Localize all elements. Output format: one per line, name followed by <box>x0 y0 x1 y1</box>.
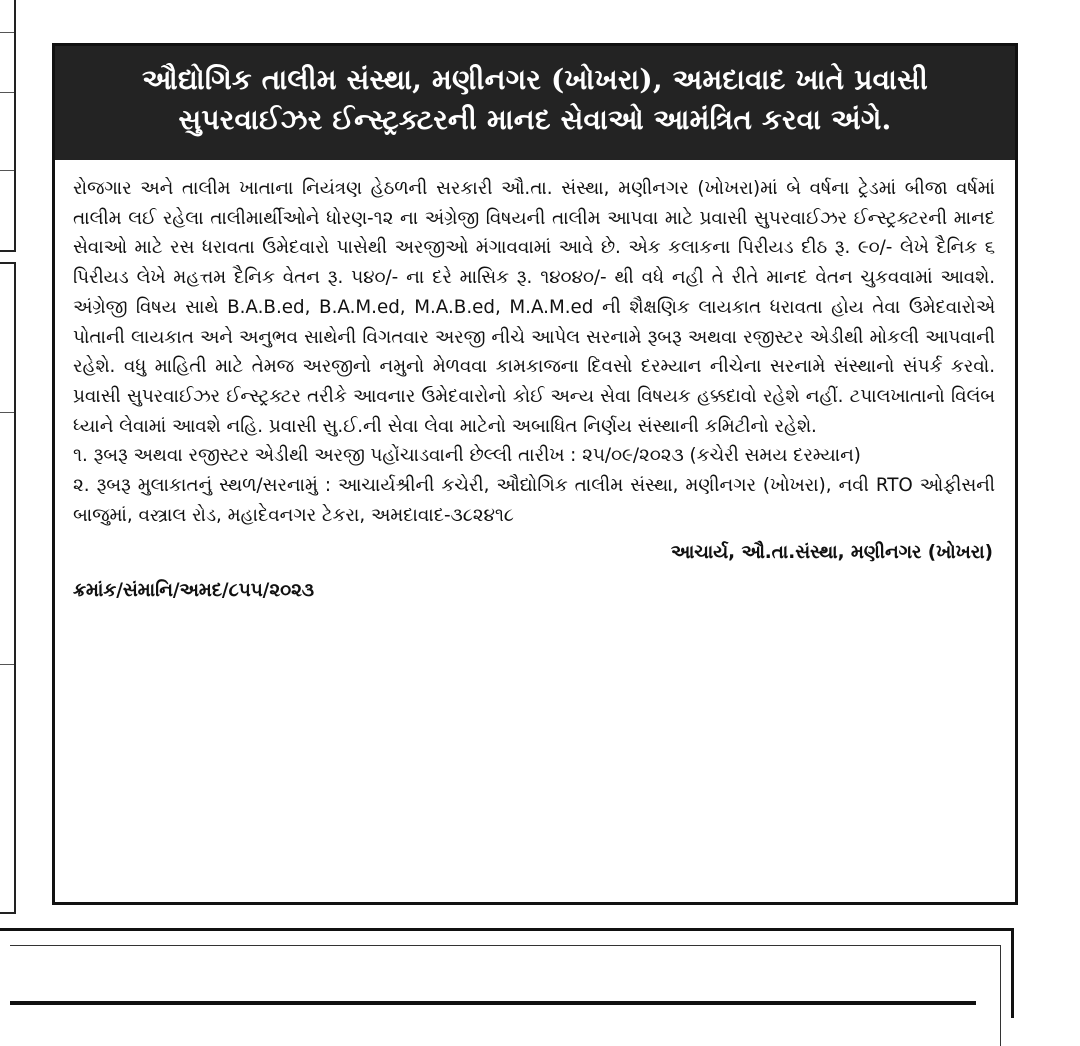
notice-point-address: ૨. રૂબરૂ મુલાકાતનું સ્થળ/સરનામું : આચાર્યશ્રીની કચેરી, ઔદ્યોગિક તાલીમ સંસ્થા, મણીનગર (ખોખરા), નવી RTO ઓફીસની બાજુમાં, વસ્ત્રાલ રોડ, મહાદેવનગર ટેકરા, અમદાવાદ-૩૮૨૪૧૮ <box>73 475 995 526</box>
adjacent-column-top <box>0 0 16 252</box>
column-rule <box>0 92 14 93</box>
notice-signature: આચાર્ય, ઔ.તા.સંસ્થા, મણીનગર (ખોખરા) <box>670 542 993 564</box>
next-advertisement-frame <box>0 928 1014 1018</box>
notice-title-line-1: ઔદ્યોગિક તાલીમ સંસ્થા, મણીનગર (ખોખરા), અમદાવાદ ખાતે પ્રવાસી <box>142 63 928 96</box>
column-rule <box>0 412 14 413</box>
notice-point-deadline: ૧. રૂબરૂ અથવા રજીસ્ટર એડીથી અરજી પહોંચાડવાની છેલ્લી તારીખ : ૨૫/૦૯/૨૦૨૩ (કચેરી સમય દરમ્યાન) <box>73 445 861 467</box>
tender-notice <box>52 43 1018 905</box>
notice-body <box>55 160 1015 606</box>
column-rule <box>0 664 14 665</box>
next-advertisement-inner-frame <box>10 945 1001 1046</box>
adjacent-column-middle <box>0 262 16 914</box>
notice-header <box>55 46 1015 160</box>
notice-reference-number: ક્રમાંક/સંમાનિ/અમદ/૮૫૫/૨૦૨૩ <box>73 580 314 602</box>
column-rule <box>0 32 14 33</box>
column-rule <box>0 170 14 171</box>
notice-title-line-2: સુપરવાઈઝર ઈન્સ્ટ્રક્ટરની માનદ સેવાઓ આમંત્રિત કરવા અંગે. <box>178 103 892 136</box>
notice-paragraph: રોજગાર અને તાલીમ ખાતાના નિયંત્રણ હેઠળની સરકારી ઔ.તા. સંસ્થા, મણીનગર (ખોખરા)માં બે વર્ષના ટ્રેડમાં બીજા વર્ષમાં તાલીમ લઈ રહેલા તાલીમાર્થીઓને ધોરણ-૧૨ ના અંગ્રેજી વિષયની તાલીમ આપવા માટે પ્રવાસી સુપરવાઈઝર ઈન્સ્ટ્રક્ટરની માનદ સેવાઓ માટે રસ ધરાવતા ઉમેદવારો પાસેથી અરજીઓ મંગાવવામાં આવે છે. એક કલાકના પિરીયડ દીઠ રૂ. ૯૦/- લેખે દૈનિક ૬ પિરીયડ લેખે મહત્તમ દૈનિક વેતન રૂ. ૫૪૦/- ના દરે માસિક રૂ. ૧૪૦૪૦/- થી વધે નહી તે રીતે માનદ વેતન ચુકવવામાં આવશે. અંગ્રેજી વિષય સાથે B.A.B.ed, B.A.M.ed, M.A.B.ed, M.A.M.ed ની શૈક્ષણિક લાયકાત ધરાવતા હોય તેવા ઉમેદવારોએ પોતાની લાયકાત અને અનુભવ સાથેની વિગતવાર અરજી નીચે આપેલ સરનામે રૂબરૂ અથવા રજીસ્ટર એડીથી મોકલી આપવાની રહેશે. વધુ માહિતી માટે તેમજ અરજીનો નમુનો મેળવવા કામકાજના દિવસો દરમ્યાન નીચેના સરનામે સંસ્થાનો સંપર્ક કરવો. પ્રવાસી સુપરવાઈઝર ઈન્સ્ટ્રક્ટર તરીકે આવનાર ઉમેદવારોનો કોઈ અન્ય સેવા વિષયક હક્કદાવો રહેશે નહીં. ટપાલખાતાનો વિલંબ ધ્યાને લેવામાં આવશે નહિ. પ્રવાસી સુ.ઈ.ની સેવા લેવા માટેનો અબાધિત નિર્ણય સંસ્થાની કમિટીનો રહેશે. <box>73 178 995 437</box>
